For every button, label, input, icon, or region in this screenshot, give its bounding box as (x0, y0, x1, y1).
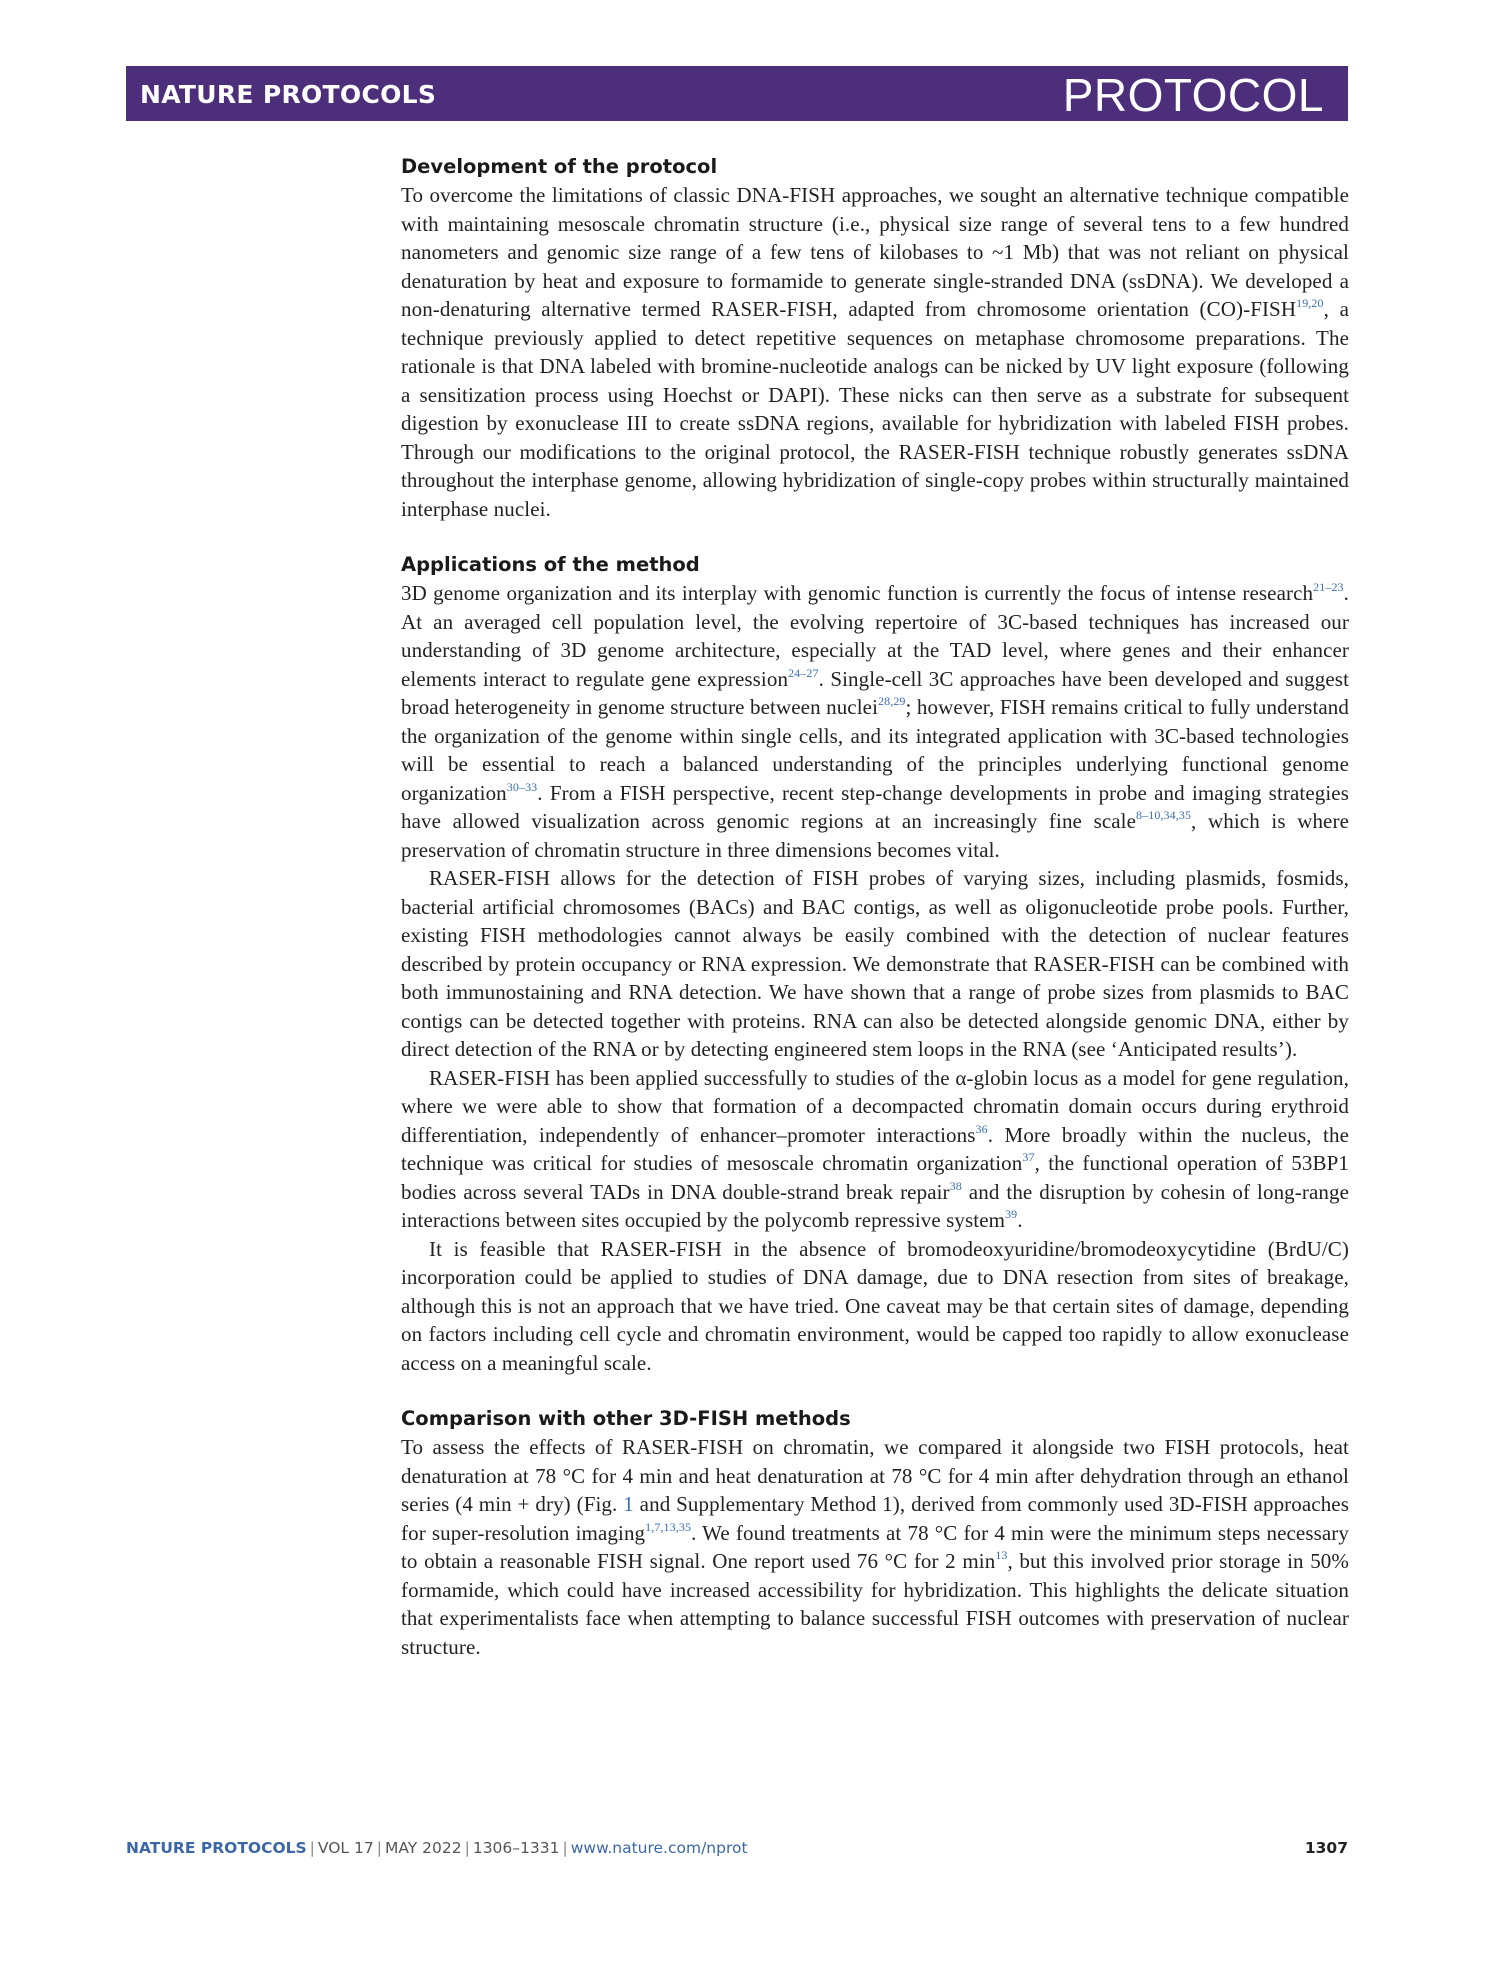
text-run: and Supplementary Method 1), derived from commonly used 3D-FISH approaches for super-resolution imaging (401, 1492, 1350, 1545)
text-run: , the functional operation of 53BP1 bodies across several TADs in DNA double-strand break repair (401, 1151, 1349, 1204)
citation-link[interactable]: 8–10,34,35 (1136, 808, 1192, 822)
text-run: . (1017, 1208, 1023, 1232)
article-type-label: PROTOCOL (1062, 69, 1324, 121)
text-run: 3D genome organization and its interplay with genomic function is currently the focus of intense research (401, 581, 1314, 605)
section-heading: Applications of the method (401, 553, 700, 576)
footer-journal-name: NATURE PROTOCOLS (126, 1839, 307, 1857)
citation-link[interactable]: 30–33 (506, 779, 538, 794)
body-paragraph (401, 1433, 1349, 1661)
journal-header-bar (126, 66, 1348, 121)
footer-volume: VOL 17 (317, 1839, 374, 1857)
citation-link[interactable]: 39 (1005, 1207, 1018, 1221)
citation-link[interactable]: 37 (1022, 1150, 1035, 1164)
text-run: . We found treatments at 78 °C for 4 min were the minimum steps necessary to obtain a reasonable FISH signal. One report used 76 °C for 2 min (401, 1520, 1349, 1573)
body-paragraph (401, 864, 1349, 1064)
text-run: To assess the effects of RASER-FISH on chromatin, we compared it alongside two FISH protocols, heat denaturation at 78 °C for 4 min and heat denaturation at 78 °C for 4 min after dehydration through an ethanol series (4 min + dry) (Fig. (401, 1435, 1349, 1516)
body-paragraph (401, 1235, 1349, 1378)
text-run: . From a FISH perspective, recent step-change developments in probe and imaging strategies have allowed visualization across genomic regions at an increasingly fine scale (401, 780, 1349, 833)
journal-name: NATURE PROTOCOLS (140, 80, 437, 109)
article-body (401, 153, 1349, 1661)
section-heading: Comparison with other 3D-FISH methods (401, 1407, 851, 1430)
citation-link[interactable]: 24–27 (788, 665, 819, 680)
text-run: To overcome the limitations of classic DNA-FISH approaches, we sought an alternative technique compatible with maintaining mesoscale chromatin structure (i.e., physical size range of several tens to a few hundred nanometers and genomic size range of a few tens of kilobases to ~1 Mb) that was not reliant on physical denaturation by heat and exposure to formamide to generate single-stranded DNA (ssDNA). We developed a non-denaturing alternative termed RASER-FISH, adapted from chromosome orientation (CO)-FISH (401, 183, 1349, 321)
footer-journal-link[interactable]: www.nature.com/nprot (570, 1839, 748, 1857)
body-paragraph (401, 579, 1349, 864)
section-heading: Development of the protocol (401, 155, 718, 178)
body-paragraph (401, 181, 1349, 523)
text-run: ; however, FISH remains critical to fully understand the organization of the genome within single cells, and its integrated application with 3C-based technologies will be essential to reach a balanced understanding of the principles underlying functional genome organization (401, 695, 1350, 805)
citation-link[interactable]: 13 (995, 1548, 1008, 1562)
text-run: It is feasible that RASER-FISH in the absence of bromodeoxyuridine/bromodeoxycytidine (BrdU/C) incorporation could be applied to studies of DNA damage, due to DNA resection from sites of breakage, although this is not an approach that we have tried. One caveat may be that certain sites of damage, depending on factors including cell cycle and chromatin environment, would be capped too rapidly to allow exonuclease access on a meaningful scale. (401, 1236, 1349, 1375)
footer-date: MAY 2022 (384, 1839, 462, 1857)
text-run: , a technique previously applied to detect repetitive sequences on metaphase chromosome preparations. The rationale is that DNA labeled with bromine-nucleotide analogs can be nicked by UV light exposure (following a sensitization process using Hoechst or DAPI). These nicks can then serve as a substrate for subsequent digestion by exonuclease III to create ssDNA regions, available for hybridization with labeled FISH probes. Through our modifications to the original protocol, the RASER-FISH technique robustly generates ssDNA throughout the interphase genome, allowing hybridization of single-copy probes within structurally maintained interphase nuclei. (401, 297, 1349, 521)
footer-page-range: 1306–1331 (472, 1839, 560, 1857)
figure-link[interactable]: 1 (623, 1492, 634, 1516)
text-run: and the disruption by cohesin of long-range interactions between sites occupied by the polycomb repressive system (401, 1179, 1349, 1232)
citation-link[interactable]: 38 (949, 1178, 962, 1193)
text-run: . More broadly within the nucleus, the technique was critical for studies of mesoscale chromatin organization (401, 1122, 1349, 1175)
citation-link[interactable]: 28,29 (878, 694, 906, 708)
citation-link[interactable]: 21–23 (1313, 580, 1344, 594)
citation-link[interactable]: 36 (975, 1121, 988, 1136)
text-run: . At an averaged cell population level, the evolving repertoire of 3C-based techniques has increased our understanding of 3D genome architecture, especially at the TAD level, where genes and their enhancer elements interact to regulate gene expression (401, 581, 1349, 691)
text-run: , which is where preservation of chromatin structure in three dimensions becomes vital. (401, 809, 1349, 862)
text-run: , but this involved prior storage in 50% formamide, which could have increased accessibility for hybridization. This highlights the delicate situation that experimentalists face when attempting to balance successful FISH outcomes with preservation of nuclear structure. (401, 1549, 1349, 1659)
body-paragraph (401, 1064, 1349, 1235)
text-run: RASER-FISH allows for the detection of FISH probes of varying sizes, including plasmids, fosmids, bacterial artificial chromosomes (BACs) and BAC contigs, as well as oligonucleotide probe pools. Further, existing FISH methodologies cannot always be easily combined with the detection of nuclear features described by protein occupancy or RNA expression. We demonstrate that RASER-FISH can be combined with both immunostaining and RNA detection. We have shown that a range of probe sizes from plasmids to BAC contigs can be detected together with proteins. RNA can also be detected alongside genomic DNA, either by direct detection of the RNA or by detecting engineered stem loops in the RNA (see ‘Anticipated results’). (401, 866, 1349, 1061)
citation-link[interactable]: 19,20 (1296, 296, 1324, 310)
citation-link[interactable]: 1,7,13,35 (645, 1519, 692, 1534)
page-number: 1307 (1304, 1839, 1348, 1857)
page-footer: NATURE PROTOCOLS | VOL 17 | MAY 2022 | 1306–1331 | www.nature.com/nprot 1307 (126, 1839, 1348, 1857)
text-run: RASER-FISH has been applied successfully to studies of the α-globin locus as a model for gene regulation, where we were able to show that formation of a decompacted chromatin domain occurs during erythroid differentiation, independently of enhancer–promoter interactions (401, 1065, 1349, 1147)
text-run: . Single-cell 3C approaches have been developed and suggest broad heterogeneity in genome structure between nuclei (401, 666, 1350, 719)
